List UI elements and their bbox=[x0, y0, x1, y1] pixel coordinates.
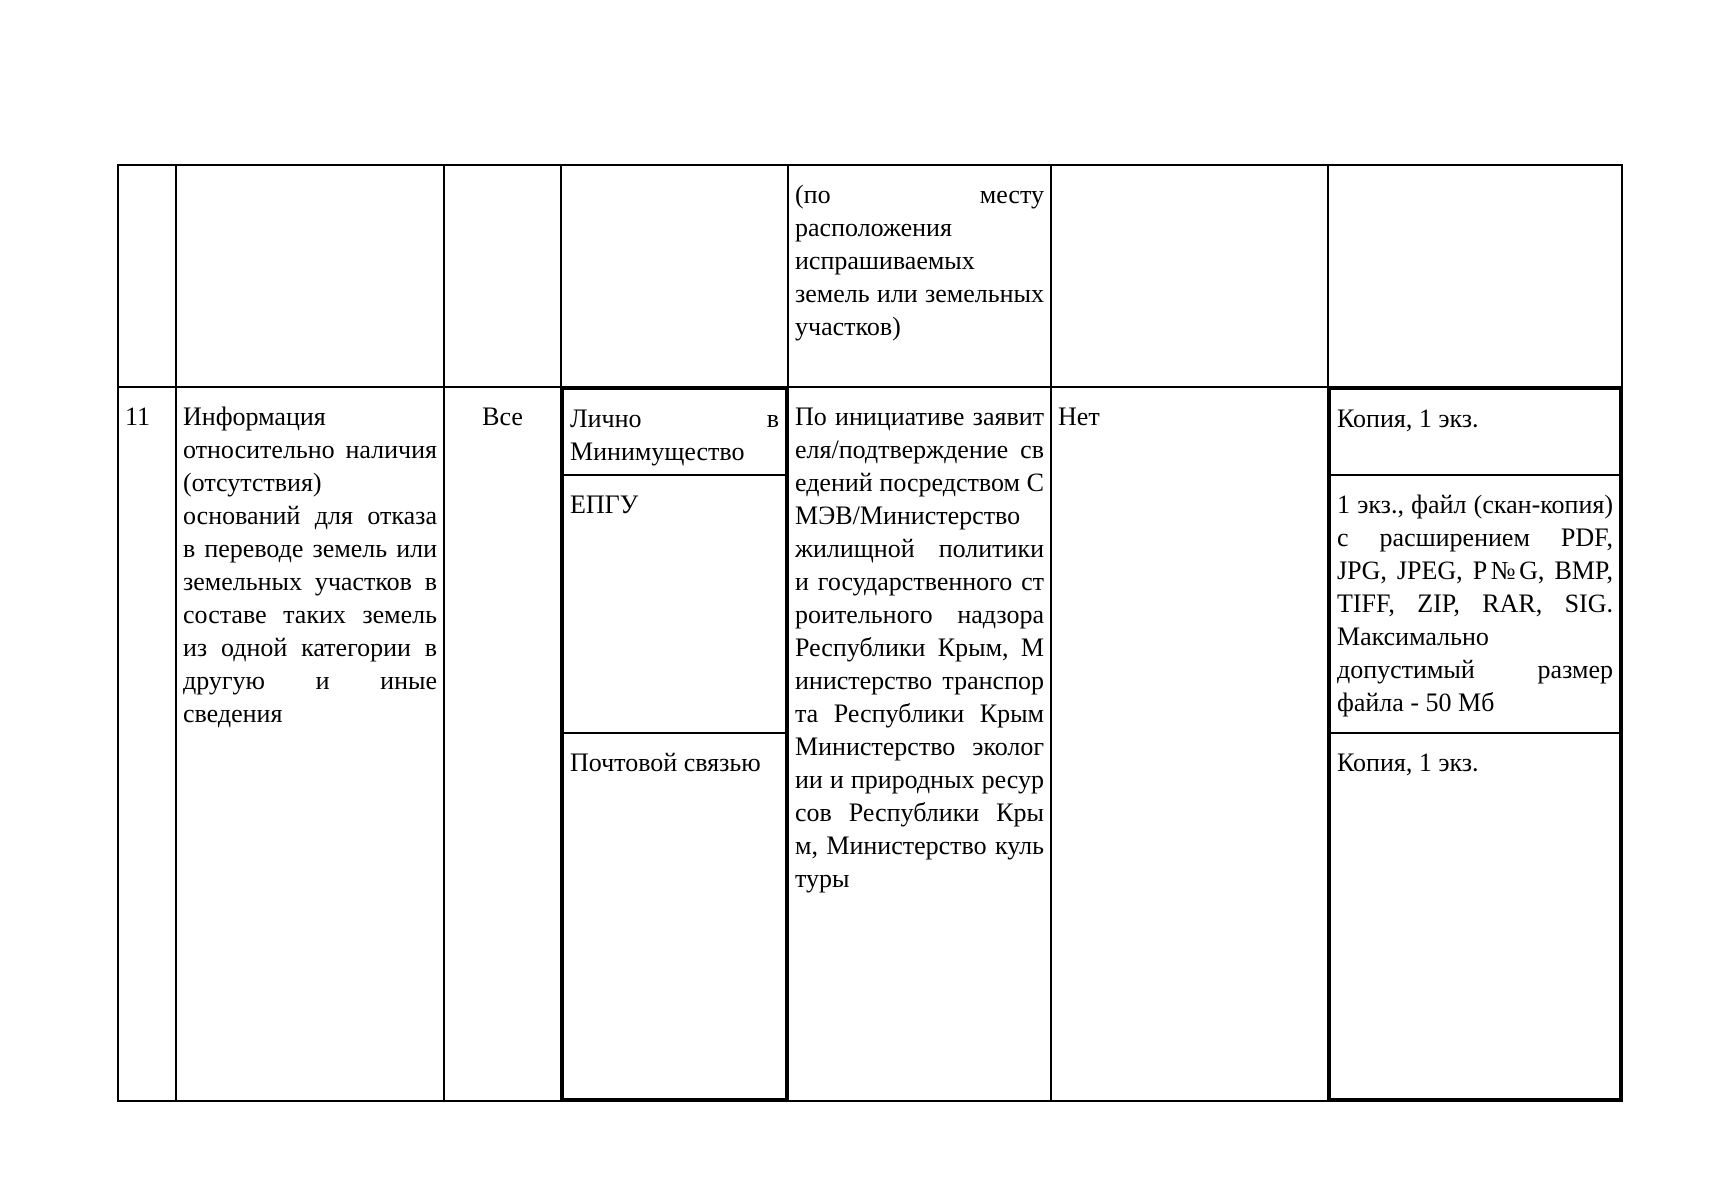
cell-channels-empty bbox=[561, 165, 788, 387]
basis-continuation-text: (по месту расположения испрашиваемых земель или земельных участков) bbox=[795, 180, 1044, 341]
form-copy-2: Копия, 1 экз. bbox=[1330, 733, 1620, 1099]
form-row bbox=[1330, 733, 1620, 1099]
cell-number-empty bbox=[118, 165, 176, 387]
channel-in-person: Лично в Минимущество bbox=[563, 389, 786, 475]
channel-post: Почтовой связью bbox=[563, 733, 786, 1099]
cell-basis-continuation bbox=[788, 165, 1051, 387]
services-table bbox=[117, 164, 1623, 1102]
cell-channels bbox=[561, 387, 788, 1101]
forms-subtable bbox=[1329, 388, 1621, 1100]
channel-epgu: ЕПГУ bbox=[563, 475, 786, 733]
form-row bbox=[1330, 389, 1620, 475]
title-text: Информация относительно наличия (отсутствия) оснований для отказа в переводе земель или земельных участков в составе таких земель из одной категории в другую и иные сведения bbox=[183, 402, 437, 728]
cell-applicants: Все bbox=[444, 387, 561, 1101]
table-row-continuation bbox=[118, 165, 1622, 387]
form-scan: 1 экз., файл (скан-копия) с расширением PDF, JPG, JPEG, P№G, BMP, TIFF, ZIP, RAR, SIG. Максимально допустимый размер файла - 50 Мб bbox=[1330, 475, 1620, 733]
cell-required: Нет bbox=[1051, 387, 1328, 1101]
cell-number: 11 bbox=[118, 387, 176, 1101]
cell-basis bbox=[788, 387, 1051, 1101]
basis-text: По инициативе заявителя/подтверждение сведений посредством СМЭВ/Министерство жилищной политики и государственного строительного надзора Республики Крым, Министерство транспорта Республики Крым Министерство экологии и природных ресурсов Республики Крым, Министерство культуры bbox=[795, 402, 1044, 893]
table-row-11 bbox=[118, 387, 1622, 1101]
channel-row bbox=[563, 389, 786, 475]
form-row bbox=[1330, 475, 1620, 733]
cell-title-empty bbox=[176, 165, 444, 387]
channels-subtable bbox=[562, 388, 787, 1100]
cell-forms-empty bbox=[1328, 165, 1622, 387]
form-copy-1: Копия, 1 экз. bbox=[1330, 389, 1620, 475]
cell-required-empty bbox=[1051, 165, 1328, 387]
cell-applicants-empty bbox=[444, 165, 561, 387]
channel-row bbox=[563, 475, 786, 733]
channel-row bbox=[563, 733, 786, 1099]
cell-forms bbox=[1328, 387, 1622, 1101]
cell-title bbox=[176, 387, 444, 1101]
